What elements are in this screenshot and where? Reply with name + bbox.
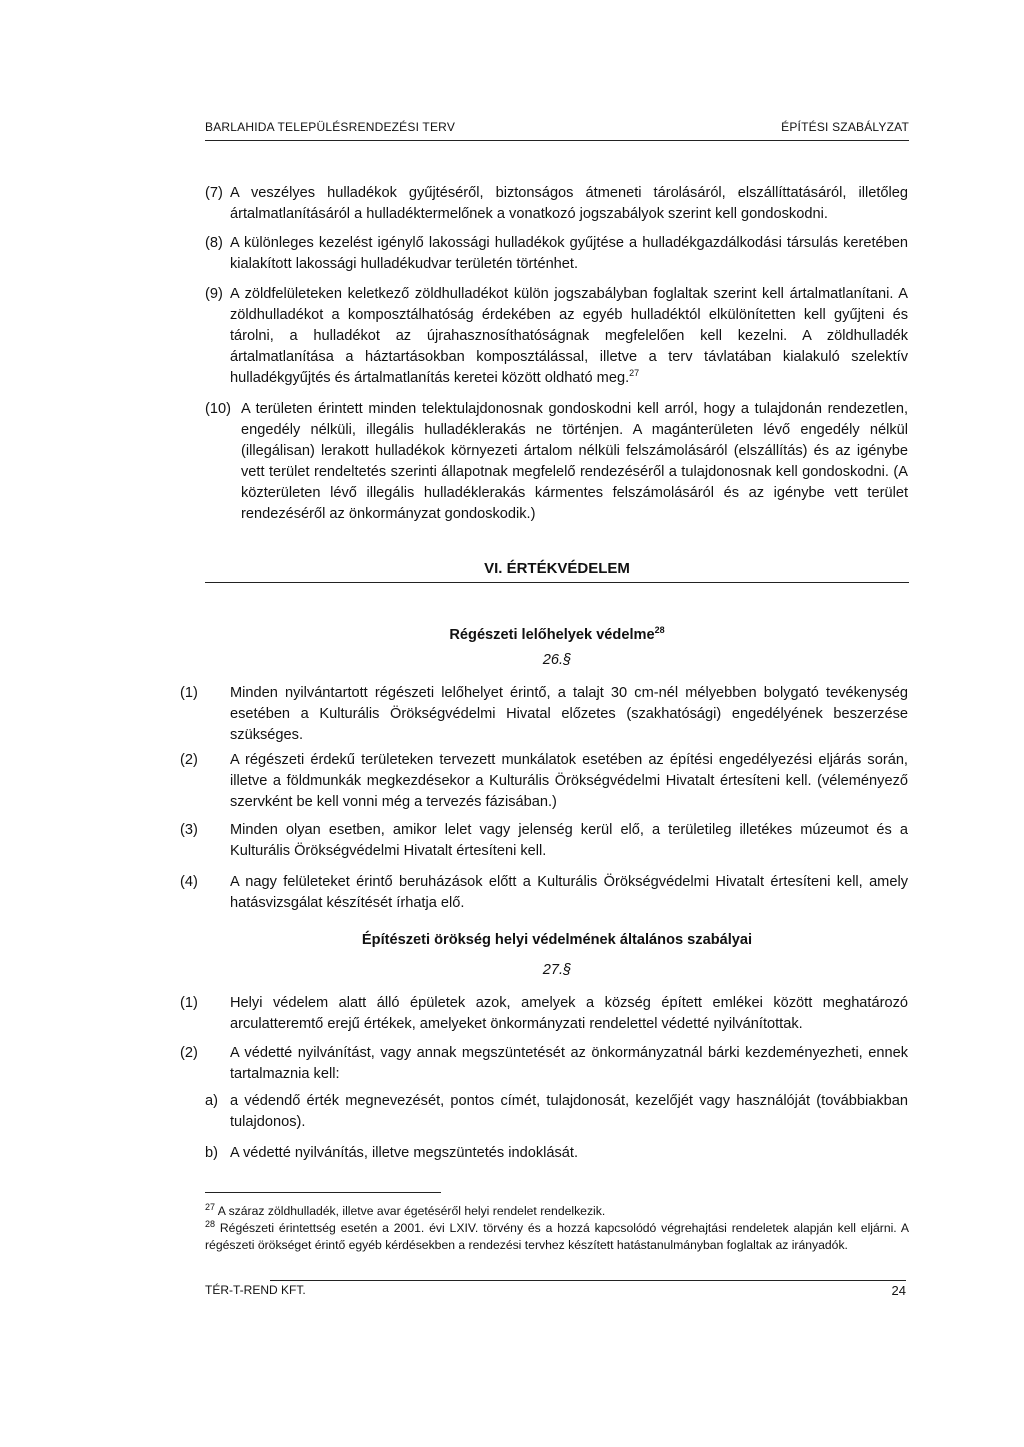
paragraph-text: A védetté nyilvánítást, vagy annak megszüntetését az önkormányzatnál bárki kezdeményezheti, ennek tartalmaznia kell: xyxy=(230,1045,908,1082)
footnote-divider xyxy=(205,1192,441,1193)
list-item-b xyxy=(205,1143,908,1164)
paragraph-number: (7) xyxy=(205,185,223,201)
subsection-title-text: Régészeti lelőhelyek védelme xyxy=(449,626,655,643)
paragraph-number: (2) xyxy=(180,752,198,768)
article-26-point-2 xyxy=(180,750,908,813)
paragraph-text: A régészeti érdekű területeken tervezett munkálatok esetében az építési engedélyezési eljárás során, illetve a földmunkák megkezdésekor a Kulturális Örökségvédelmi Hivatalt értesíteni kell. (véleményező szervként be kell vonni még a tervezés fázisában.) xyxy=(230,752,908,810)
footnote-ref: 28 xyxy=(654,625,665,635)
paragraph-number: (3) xyxy=(180,822,198,838)
footnote-number: 27 xyxy=(205,1201,216,1212)
page-header xyxy=(205,118,909,141)
paragraph-number: (4) xyxy=(180,874,198,890)
paragraph-text: A különleges kezelést igénylő lakossági hulladékok gyűjtése a hulladékgazdálkodási társulás keretében kialakított lakossági hulladékudvar területén történhet. xyxy=(230,235,908,272)
header-title: BARLAHIDA TELEPÜLÉSRENDEZÉSI TERV xyxy=(205,120,456,134)
footnotes xyxy=(205,1203,909,1254)
footnote-ref: 27 xyxy=(629,368,640,379)
paragraph-number: (2) xyxy=(180,1045,198,1061)
list-text: a védendő érték megnevezését, pontos címét, tulajdonosát, kezelőjét vagy használóját (továbbiakban tulajdonos). xyxy=(230,1093,908,1130)
paragraph-text: A zöldfelületeken keletkező zöldhulladékot külön jogszabályban foglaltak szerint kell ártalmatlanítani. A zöldhulladékot a komposztálhatóság érdekében az egyéb hulladéktól elkülönítetten kell gyűjteni és tárolni, a hulladékot az újrahasznosíthatóságnak megfelelően kell kezelni. A zöldhulladék ártalmatlanítása a háztartásokban komposztálással, illetve a terv távlatában kialakuló szelektív hulladékgyűjtés és ártalmatlanítás keretei között oldható meg. xyxy=(230,286,908,386)
subsection-title-2: Építészeti örökség helyi védelmének általános szabályai xyxy=(361,932,753,948)
footnote-text: Régészeti érintettség esetén a 2001. évi LXIV. törvény és a hozzá kapcsolódó végrehajtási rendeletek alapján kell eljárni. A régészeti örökséget érintő egyéb kérdésekben a rendezési tervhez készített hatástanulmányban foglaltak az irányadók. xyxy=(205,1221,909,1252)
paragraph-10 xyxy=(205,399,908,525)
list-label: b) xyxy=(205,1145,218,1161)
page-number: 24 xyxy=(891,1283,906,1298)
paragraph-9 xyxy=(205,284,908,389)
paragraph-number: (8) xyxy=(205,235,223,251)
article-27-point-2 xyxy=(180,1043,908,1085)
list-label: a) xyxy=(205,1093,218,1109)
paragraph-text: Helyi védelem alatt álló épületek azok, amelyek a község épített emlékei között meghatározó arculatteremtő erejű értékek, amelyeket önkormányzati rendelettel védetté nyilvánítottak. xyxy=(230,995,908,1032)
article-26-point-3 xyxy=(180,820,908,862)
paragraph-number: (10) xyxy=(205,401,231,417)
list-item-a xyxy=(205,1091,908,1133)
footer-company: TÉR-T-REND KFT. xyxy=(205,1283,306,1297)
paragraph-number: (1) xyxy=(180,685,198,701)
paragraph-text: Minden nyilvántartott régészeti lelőhelyet érintő, a talajt 30 cm-nél mélyebben bolygató tevékenység esetében a Kulturális Örökségvédelmi Hivatal előzetes (szakhatósági) engedélyének beszerzése szükséges. xyxy=(230,685,908,743)
paragraph-text: A veszélyes hulladékok gyűjtéséről, biztonságos átmeneti tárolásáról, elszállíttatásáról, illetőleg ártalmatlanításáról a hulladéktermelőnek a vonatkozó jogszabályok szerint kell gondoskodni. xyxy=(230,185,908,222)
paragraph-text: A nagy felületeket érintő beruházások előtt a Kulturális Örökségvédelmi Hivatalt értesíteni kell, amely hatásvizsgálat készítését írhatja elő. xyxy=(230,874,908,911)
list-text: A védetté nyilvánítás, illetve megszüntetés indoklását. xyxy=(230,1145,579,1161)
section-title: VI. ÉRTÉKVÉDELEM xyxy=(205,560,909,583)
paragraph-8 xyxy=(205,233,908,275)
paragraph-number: (9) xyxy=(205,286,223,302)
paragraph-sign-26: 26.§ xyxy=(542,652,572,668)
subsection-title-1 xyxy=(205,625,909,643)
article-26-point-4 xyxy=(180,872,908,914)
paragraph-7 xyxy=(205,183,908,225)
paragraph-number: (1) xyxy=(180,995,198,1011)
article-27-point-1 xyxy=(180,993,908,1035)
paragraph-sign-27: 27.§ xyxy=(542,962,572,978)
article-26-point-1 xyxy=(180,683,908,746)
header-section: ÉPÍTÉSI SZABÁLYZAT xyxy=(781,120,909,134)
footer-divider xyxy=(270,1280,906,1281)
footnote-text: A száraz zöldhulladék, illetve avar égetéséről helyi rendelet rendelkezik. xyxy=(217,1204,606,1218)
footnote-number: 28 xyxy=(205,1218,216,1229)
paragraph-text: A területen érintett minden telektulajdonosnak gondoskodni kell arról, hogy a tulajdonán rendezetlen, engedély nélküli, illegális hulladéklerakás ne történjen. A magánterületen lévő engedély nélkül (illegálisan) lerakott hulladékok környezeti ártalom nélküli felszámolásáról (elszállítás) és az igénybe vett terület rendeltetés szerinti állapotnak megfelelő rendezéséről a tulajdonosnak kell gondoskodni. (A közterületen lévő illegális hulladéklerakás kármentes felszámolásáról és az igénybe vett terület rendezéséről az önkormányzat gondoskodik.) xyxy=(241,401,908,522)
paragraph-text: Minden olyan esetben, amikor lelet vagy jelenség kerül elő, a területileg illetékes múzeumot és a Kulturális Örökségvédelmi Hivatalt értesíteni kell. xyxy=(230,822,908,859)
footnote-27 xyxy=(205,1203,909,1220)
footnote-28 xyxy=(205,1220,909,1254)
